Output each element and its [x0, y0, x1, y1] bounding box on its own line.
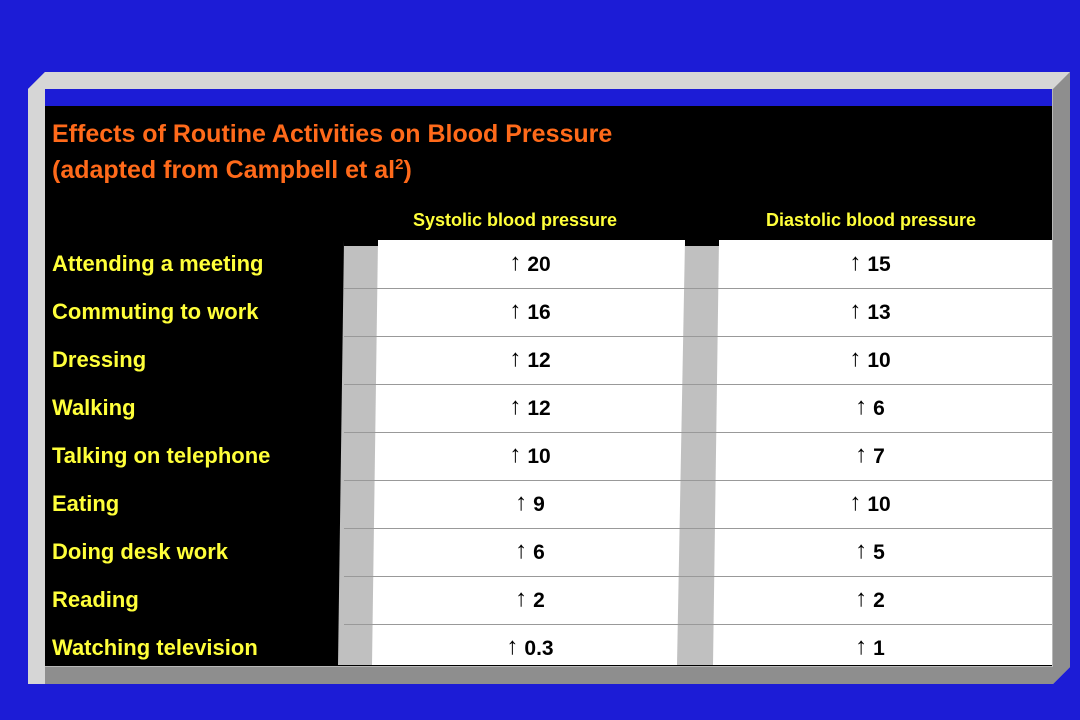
up-arrow-icon: ↑	[849, 297, 862, 324]
row-label: Eating	[52, 491, 120, 516]
up-arrow-icon: ↑	[515, 585, 528, 612]
systolic-value: 12	[527, 397, 551, 420]
diastolic-cell	[720, 240, 1020, 288]
systolic-value: 10	[527, 445, 551, 468]
header-systolic: Systolic blood pressure	[412, 210, 618, 230]
up-arrow-icon: ↑	[855, 393, 868, 420]
diastolic-value: 10	[867, 493, 891, 516]
up-arrow-icon: ↑	[509, 345, 522, 372]
title-line-1: Effects of Routine Activities on Blood Pressure	[52, 120, 613, 148]
up-arrow-icon: ↑	[515, 537, 528, 564]
diastolic-cell	[720, 528, 1020, 576]
systolic-cell	[380, 624, 680, 672]
up-arrow-icon: ↑	[506, 633, 519, 660]
systolic-cell	[380, 432, 680, 480]
systolic-value: 0.3	[524, 637, 554, 660]
header-diastolic: Diastolic blood pressure	[765, 210, 977, 230]
diastolic-value: 2	[873, 589, 885, 612]
row-label: Talking on telephone	[52, 443, 271, 468]
systolic-cell	[380, 480, 680, 528]
title-line-2-close: )	[403, 156, 412, 184]
diastolic-value: 5	[873, 541, 885, 564]
up-arrow-icon: ↑	[855, 441, 868, 468]
diastolic-value: 6	[873, 397, 885, 420]
diastolic-value: 7	[873, 445, 885, 468]
row-label: Walking	[52, 395, 136, 420]
up-arrow-icon: ↑	[509, 297, 522, 324]
row-label: Attending a meeting	[52, 251, 264, 276]
systolic-value: 16	[527, 301, 551, 324]
systolic-value: 20	[527, 253, 551, 276]
up-arrow-icon: ↑	[509, 393, 522, 420]
diastolic-cell	[720, 384, 1020, 432]
systolic-cell	[380, 384, 680, 432]
up-arrow-icon: ↑	[855, 633, 868, 660]
title-line-2-text: (adapted from Campbell et al	[52, 156, 396, 184]
diastolic-cell	[720, 576, 1020, 624]
slide-title	[52, 116, 612, 188]
diastolic-cell	[720, 432, 1020, 480]
up-arrow-icon: ↑	[509, 249, 522, 276]
diastolic-value: 15	[867, 253, 891, 276]
systolic-value: 2	[533, 589, 545, 612]
row-label: Commuting to work	[52, 299, 259, 324]
diastolic-value: 13	[867, 301, 891, 324]
diastolic-value: 10	[867, 349, 891, 372]
up-arrow-icon: ↑	[849, 489, 862, 516]
systolic-column-tab	[338, 240, 378, 665]
diastolic-cell	[720, 288, 1020, 336]
row-label: Reading	[52, 587, 139, 612]
systolic-cell	[380, 528, 680, 576]
diastolic-value: 1	[873, 637, 885, 660]
up-arrow-icon: ↑	[849, 249, 862, 276]
citation-superscript: 2	[395, 156, 404, 173]
row-label: Doing desk work	[52, 539, 229, 564]
systolic-cell	[380, 576, 680, 624]
systolic-cell	[380, 288, 680, 336]
up-arrow-icon: ↑	[849, 345, 862, 372]
diastolic-cell	[720, 480, 1020, 528]
row-label: Watching television	[52, 635, 258, 660]
systolic-value: 12	[527, 349, 551, 372]
row-label: Dressing	[52, 347, 147, 372]
up-arrow-icon: ↑	[855, 585, 868, 612]
systolic-value: 6	[533, 541, 545, 564]
systolic-value: 9	[533, 493, 545, 516]
up-arrow-icon: ↑	[509, 441, 522, 468]
systolic-cell	[380, 240, 680, 288]
panel-top-strip	[45, 89, 1052, 106]
systolic-cell	[380, 336, 680, 384]
title-line-2	[52, 152, 612, 188]
diastolic-cell	[720, 624, 1020, 672]
diastolic-cell	[720, 336, 1020, 384]
up-arrow-icon: ↑	[855, 537, 868, 564]
up-arrow-icon: ↑	[515, 489, 528, 516]
